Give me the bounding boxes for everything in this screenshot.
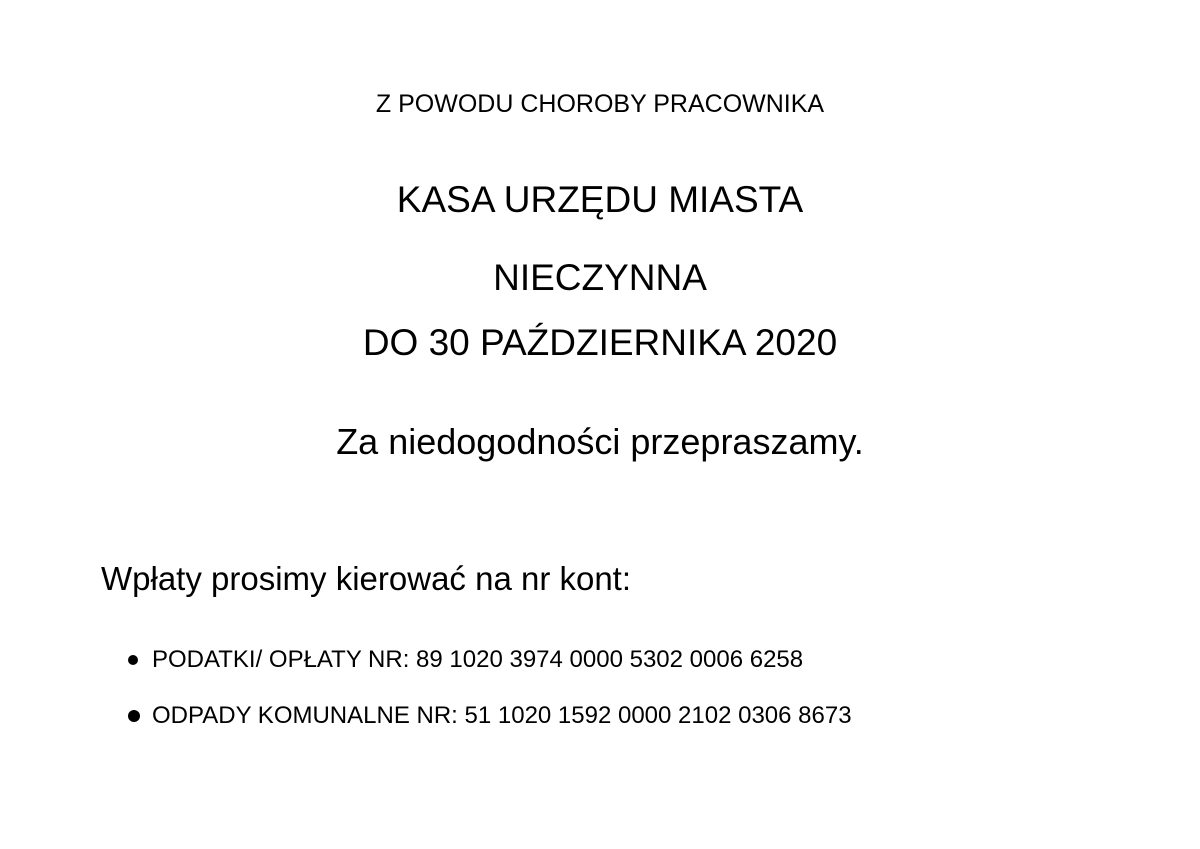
bullet-icon xyxy=(128,655,138,665)
payments-intro: Wpłaty prosimy kierować na nr kont: xyxy=(101,560,632,597)
account-number-waste: ODPADY KOMUNALNE NR: 51 1020 1592 0000 2102 0306 8673 xyxy=(152,702,852,729)
notice-until-date: DO 30 PAŹDZIERNIKA 2020 xyxy=(362,322,838,363)
notice-status: NIECZYNNA xyxy=(493,257,707,298)
bullet-icon xyxy=(128,710,140,722)
notice-apology: Za niedogodności przepraszamy. xyxy=(336,421,864,462)
account-list-item xyxy=(128,701,852,731)
notice-office: KASA URZĘDU MIASTA xyxy=(396,179,804,220)
account-list-item xyxy=(128,645,803,675)
account-number-taxes: PODATKI/ OPŁATY NR: 89 1020 3974 0000 5302 0006 6258 xyxy=(152,646,804,673)
notice-reason: Z POWODU CHOROBY PRACOWNIKA xyxy=(375,90,825,118)
